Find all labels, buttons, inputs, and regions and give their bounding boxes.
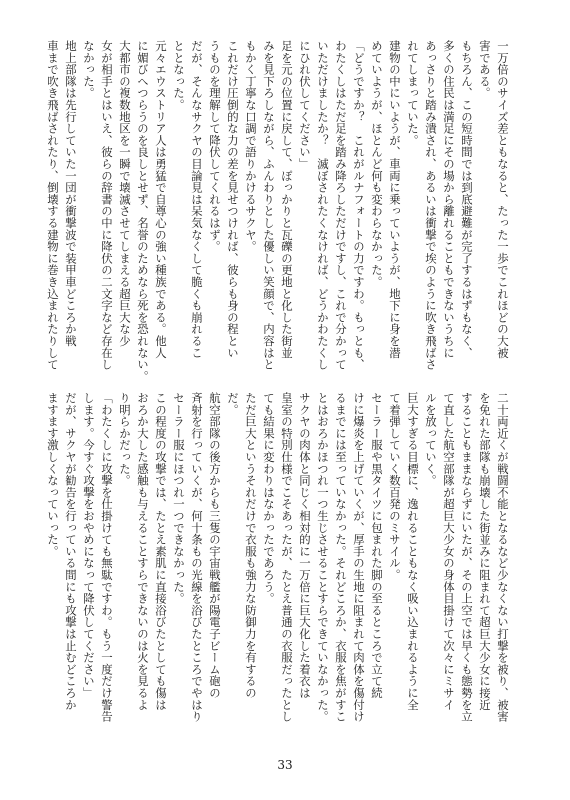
text-line: おろか大した感触も与えることすらできないのは火を見るよ [136,392,150,711]
text-line: ルを放っていく。 [424,392,438,487]
text-line: だ。 [226,392,240,416]
text-line: いただけましたか？ 滅ぼされたくなければ、どうかわたくし [316,40,330,371]
text-line: て直した航空部隊が超巨大少女の身体目掛けて次々にミサイ [442,392,456,711]
text-line: にひれ伏してください」 [298,40,312,170]
text-line: セーラー服にほつれ一つできなかった。 [172,392,186,605]
text-line: けに爆炎を上げていくが、厚手の生地に阻まれて肉体を傷付け [352,392,366,723]
text-line: だが、サクヤが勧告を行っている間にも攻撃は止むどころか [64,392,78,711]
text-line: 航空部隊の後方からも三隻の宇宙戦艦が陽電子ビーム砲の [208,392,222,699]
text-line: 「どうですか？ これがルナフォートの力ですわ。もっとも、 [352,40,366,371]
text-line: れてしまっていた。 [406,40,420,147]
text-line: ても結果に変わりはなかったであろう。 [262,392,276,605]
text-line: セーラー服や黒タイツに包まれた脚の至るところで立て続 [370,392,384,699]
text-line: ただ巨大というそれだけで衣服も強力な防御力を有するの [244,392,258,699]
text-line: 「わたくしに攻撃を仕掛けても無駄ですわ。もう一度だけ警告 [100,392,114,723]
text-line: り明らかだった。 [118,392,132,487]
text-line: 二十両近くが戦闘不能となるなど少なくない打撃を被り、被害 [496,392,510,723]
text-line: これだけ圧倒的な力の差を見せつければ、彼らも身の程とい [226,40,240,359]
lower-text-block [46,392,512,723]
text-line: 女が相手とはいえ、彼らの辞書の中に降伏の二文字など存在し [100,40,114,371]
page-number: 33 [277,758,293,772]
text-line: 元々エウストリア人は勇猛で自尊心の強い種族である。他人 [154,40,168,359]
text-line: 建物の中にいようが、車両に乗っていようが、地下に身を潜 [388,40,402,359]
text-line: だが、そんなサクヤの目論見は呆気なくして脆くも崩れるこ [190,40,204,359]
text-line: 大都市の複数地区を一瞬で壊滅させてしまえる超巨大な少 [118,40,132,347]
text-line: るまでには至っていなかった。それどころか、衣服を焦がすこ [334,392,348,723]
text-line: みを見下ろしながら、ふんわりとした優しい笑顔で、内容はと [262,40,276,371]
text-line: 斉射を行っていくが、何十条もの光線を浴びたところでやはり [190,392,204,723]
text-line: を免れた部隊も崩壊した街並みに阻まれて超巨大少女に接近 [478,392,492,711]
text-line: ますます激しくなっていった。 [46,392,60,558]
text-line: することもままならずにいたが、その上空では早くも態勢を立 [460,392,474,723]
text-line: あっさりと踏み潰され、あるいは衝撃で埃のように吹き飛ばさ [424,40,438,371]
text-line: めていようが、ほとんど何も変わらなかった。 [370,40,384,288]
text-line: なかった。 [82,40,96,99]
text-line: 車まで吹き飛ばされたり、倒壊する建物に巻き込まれたりして [46,40,60,371]
text-line: わたくしはただ足を踏み降ろしただけですし、これで分かって [334,40,348,371]
text-line: もかく丁寧な口調で語りかけるサクヤ。 [244,40,258,253]
text-line: に媚びへつらうのを良しとせず、名誉のためなら死を恐れない。 [136,40,150,383]
text-line: ととなった。 [172,40,186,111]
text-line: うものを理解して降伏してくれるはず。 [208,40,222,253]
text-line: サクヤの肉体と同じく相対的に一万倍に巨大化した着衣は [298,392,312,699]
text-line: 害である。 [478,40,492,99]
text-line: とはおろかほつれ一つ生じさせることすらできていなかった。 [316,392,330,723]
text-line: もちろん、この短時間では到底避難が完了するはずもなく、 [460,40,474,359]
text-line: 巨大すぎる目標に、逸れることもなく吸い込まれるように全 [406,392,420,711]
text-line: します。今すぐ攻撃をおやめになって降伏してください」 [82,392,96,699]
text-line: 多くの住民は満足にその場から離れることもできないうちに [442,40,456,359]
text-line: 足を元の位置に戻して、ぽっかりと瓦礫の更地と化した街並 [280,40,294,359]
text-line: て着弾していく数百発のミサイル。 [388,392,402,581]
text-line: この程度の攻撃では、たとえ素肌に直接浴びたとしても傷は [154,392,168,711]
upper-text-block [46,40,512,383]
text-line: 一万倍のサイズ差ともなると、たった一歩でこれほどの大被 [496,40,510,359]
text-line: 皇室の特別仕様でこそあったが、たとえ普通の衣服だったとし [280,392,294,723]
text-line: 地上部隊は先行していた一団が衝撃波で装甲車どころか戦 [64,40,78,347]
